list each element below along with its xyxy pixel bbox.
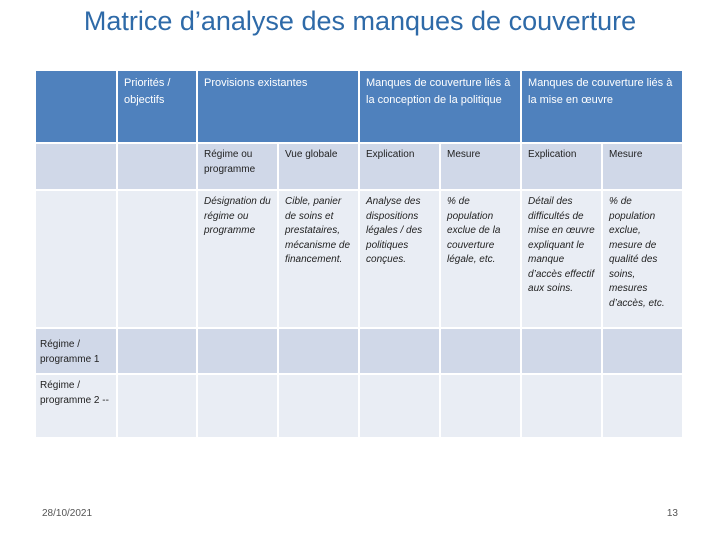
description-row <box>36 191 684 329</box>
empty-cell <box>603 375 684 439</box>
subheader-row <box>36 144 684 191</box>
empty-cell <box>441 375 522 439</box>
header-row <box>36 71 684 144</box>
empty-cell <box>360 375 441 439</box>
gap-analysis-matrix <box>36 71 684 439</box>
empty-cell <box>198 375 279 439</box>
empty-cell <box>36 144 118 191</box>
empty-cell <box>118 329 198 375</box>
subheader-measure-design: Mesure <box>441 144 522 191</box>
desc-regime: Désignation du régime ou programme <box>198 191 279 329</box>
subheader-regime: Régime ou programme <box>198 144 279 191</box>
empty-cell <box>279 375 360 439</box>
empty-cell <box>603 329 684 375</box>
empty-cell <box>118 191 198 329</box>
subheader-overview: Vue globale <box>279 144 360 191</box>
row-label-regime-1: Régime / programme 1 <box>36 329 118 375</box>
table-row <box>36 375 684 439</box>
desc-measure-design: % de population exclue de la couverture légale, etc. <box>441 191 522 329</box>
empty-cell <box>441 329 522 375</box>
corner-cell <box>36 71 118 144</box>
empty-cell <box>360 329 441 375</box>
footer-date: 28/10/2021 <box>42 508 93 519</box>
subheader-measure-implementation: Mesure <box>603 144 684 191</box>
desc-explanation-implementation: Détail des difficultés de mise en œuvre expliquant le manque d’accès effectif aux soins. <box>522 191 603 329</box>
header-priorities: Priorités / objectifs <box>118 71 198 144</box>
desc-overview: Cible, panier de soins et prestataires, mécanisme de financement. <box>279 191 360 329</box>
slide-title: Matrice d’analyse des manques de couverture <box>83 6 637 36</box>
subheader-explanation-design: Explication <box>360 144 441 191</box>
desc-explanation-design: Analyse des dispositions légales / des politiques conçues. <box>360 191 441 329</box>
empty-cell <box>522 375 603 439</box>
empty-cell <box>522 329 603 375</box>
empty-cell <box>36 191 118 329</box>
header-provisions: Provisions existantes <box>198 71 360 144</box>
empty-cell <box>279 329 360 375</box>
empty-cell <box>118 375 198 439</box>
subheader-explanation-implementation: Explication <box>522 144 603 191</box>
table-row <box>36 329 684 375</box>
row-label-regime-2: Régime / programme 2 -- <box>36 375 118 439</box>
page-number: 13 <box>666 508 678 519</box>
header-gaps-design: Manques de couverture liés à la conception de la politique <box>360 71 522 144</box>
desc-measure-implementation: % de population exclue, mesure de qualité des soins, mesures d’accès, etc. <box>603 191 684 329</box>
empty-cell <box>118 144 198 191</box>
header-gaps-implementation: Manques de couverture liés à la mise en œuvre <box>522 71 684 144</box>
empty-cell <box>198 329 279 375</box>
